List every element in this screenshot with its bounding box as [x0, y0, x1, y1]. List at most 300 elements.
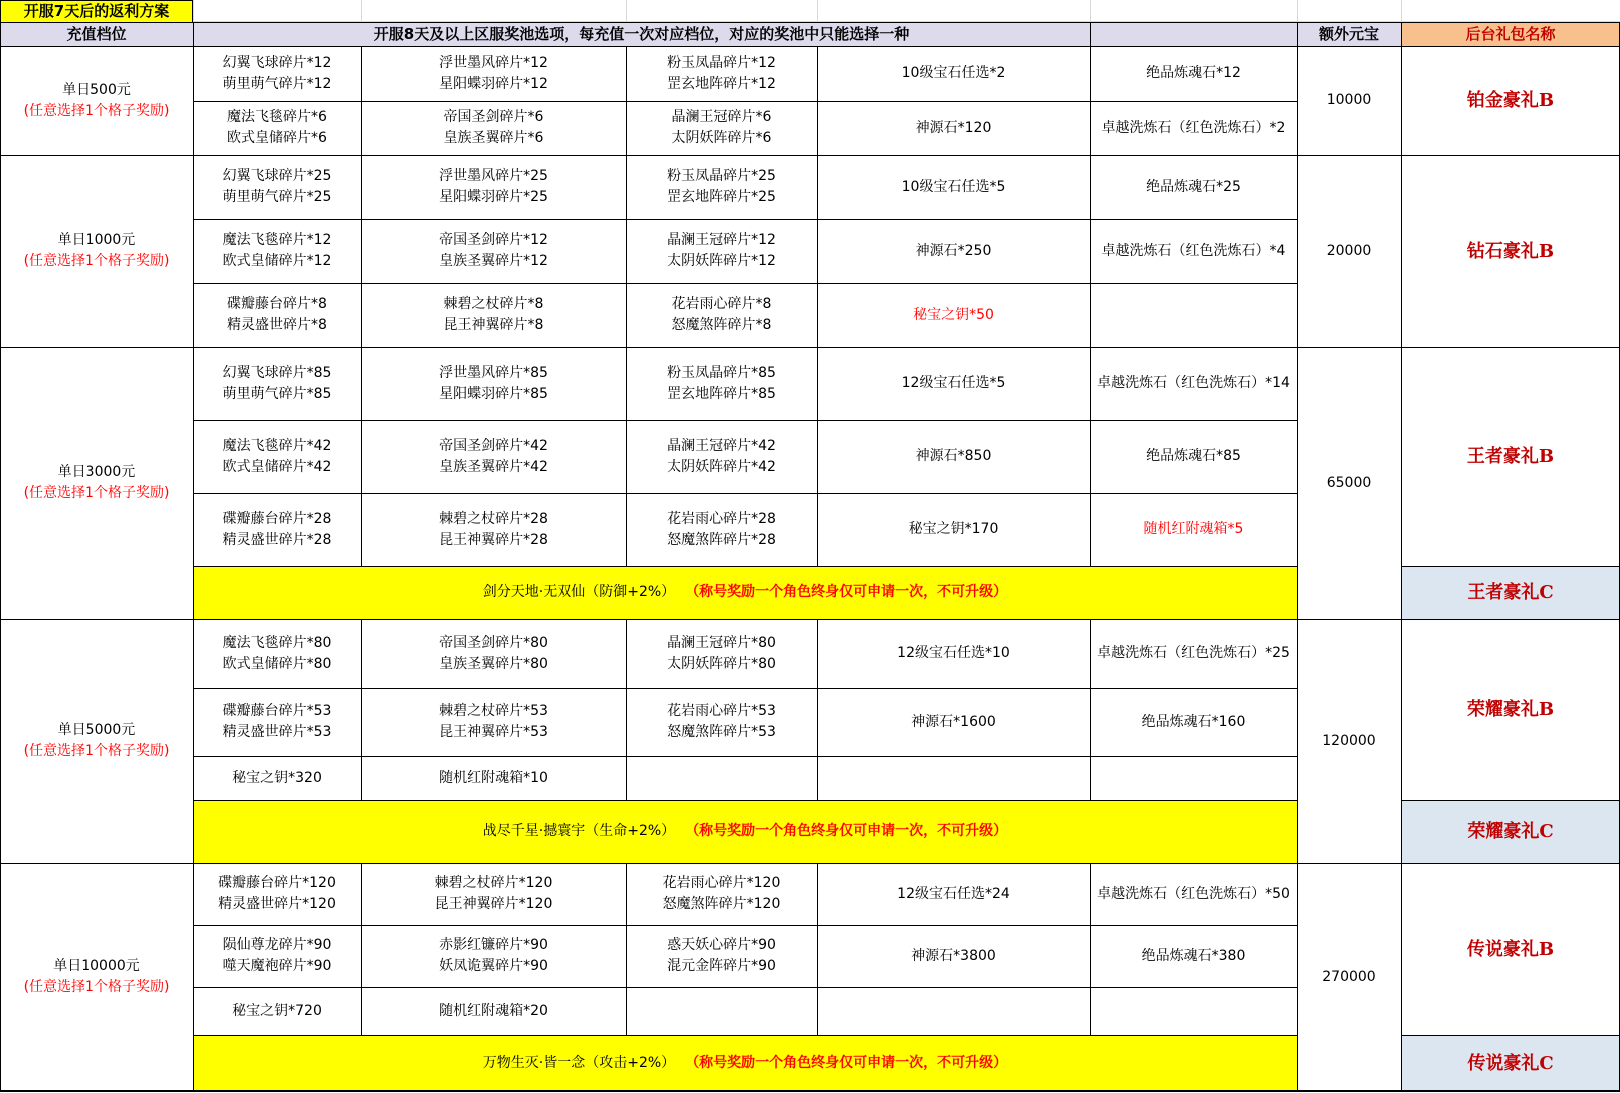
tier-label — [0, 155, 193, 347]
reward-cell — [1090, 493, 1297, 566]
reward-cell — [193, 155, 361, 219]
reward-text: 粉玉凤晶碎片*25 — [667, 168, 776, 184]
reward-text: 惑天妖心碎片*90 — [667, 937, 776, 953]
reward-cell — [193, 101, 361, 155]
grid-line — [626, 46, 627, 155]
reward-text: 罡玄地阵碎片*25 — [667, 189, 776, 205]
grid-line — [1401, 347, 1402, 619]
reward-text: 随机红附魂箱*20 — [439, 1002, 548, 1019]
reward-text: 怒魔煞阵碎片*28 — [667, 531, 776, 548]
gift-name-b-text: 荣耀豪礼B — [1466, 699, 1555, 720]
tier-amount: 单日3000元 — [57, 464, 136, 480]
reward-text: 昆王神翼碎片*120 — [434, 896, 553, 912]
reward-text: 绝品炼魂石*85 — [1146, 448, 1241, 464]
grid-line — [361, 46, 362, 155]
tier-label — [0, 863, 193, 1091]
grid-line — [1090, 46, 1091, 155]
reward-text: 神源石*3800 — [911, 947, 996, 964]
reward-text: 浮世墨风碎片*85 — [439, 364, 548, 381]
reward-text: 绝品炼魂石*380 — [1141, 947, 1246, 964]
reward-text: 棘碧之杖碎片*28 — [439, 510, 548, 527]
reward-cell — [193, 863, 361, 925]
grid-line — [626, 619, 627, 800]
title-reward-note: （称号奖励一个角色终身仅可申请一次，不可升级） — [685, 1054, 1008, 1071]
grid-line — [193, 219, 1297, 220]
reward-cell — [626, 101, 817, 155]
reward-cell — [817, 101, 1090, 155]
reward-cell — [193, 283, 361, 347]
reward-text: 帝国圣剑碎片*42 — [439, 437, 548, 454]
grid-line — [1401, 863, 1402, 1091]
reward-text: 神源石*1600 — [911, 713, 996, 730]
grid-line — [193, 155, 1297, 156]
reward-cell — [361, 219, 626, 283]
grid-line — [1401, 1035, 1620, 1036]
reward-cell — [361, 420, 626, 493]
reward-cell — [626, 219, 817, 283]
reward-text: 魔法飞毯碎片*42 — [222, 437, 332, 454]
header-extra — [1297, 22, 1401, 46]
reward-text: 皇族圣翼碎片*12 — [439, 253, 548, 269]
grid-line — [817, 619, 818, 800]
reward-text: 太阴妖阵碎片*42 — [667, 458, 776, 475]
gift-name-c — [1401, 566, 1620, 619]
reward-cell — [1090, 155, 1297, 219]
grid-line — [193, 46, 194, 155]
title-reward-text: 万物生灭·皆一念（攻击+2%） — [482, 1054, 676, 1071]
grid-line — [193, 101, 1297, 102]
reward-cell — [817, 347, 1090, 420]
extra-gold — [1297, 619, 1401, 863]
gift-name-c-text: 传说豪礼C — [1467, 1052, 1554, 1074]
tier-amount: 单日500元 — [62, 81, 131, 98]
header-pool — [193, 22, 1090, 46]
grid-line — [1090, 22, 1091, 46]
reward-text: 帝国圣剑碎片*6 — [443, 109, 544, 125]
reward-cell — [1090, 219, 1297, 283]
grid-line — [193, 347, 194, 619]
grid-line — [626, 155, 627, 347]
extra-gold-value: 20000 — [1326, 242, 1372, 259]
reward-text: 怒魔煞阵碎片*8 — [671, 317, 772, 333]
reward-text: 太阴妖阵碎片*80 — [667, 655, 776, 672]
extra-gold — [1297, 347, 1401, 619]
reward-text: 太阴妖阵碎片*12 — [667, 253, 776, 269]
reward-text: 随机红附魂箱*5 — [1143, 521, 1244, 537]
title-reward-band — [193, 566, 1297, 619]
reward-cell — [817, 619, 1090, 688]
grid-line — [1401, 46, 1402, 155]
reward-text: 昆王神翼碎片*28 — [439, 531, 548, 548]
reward-text: 碟瓣藤台碎片*120 — [218, 875, 336, 891]
extra-gold — [1297, 863, 1401, 1091]
reward-text: 昆王神翼碎片*53 — [439, 724, 548, 740]
gift-name-c-text: 王者豪礼C — [1467, 582, 1554, 603]
grid-line — [1401, 155, 1402, 347]
reward-text: 随机红附魂箱*10 — [439, 769, 548, 786]
grid-line — [1401, 800, 1620, 801]
gift-name-c-text: 荣耀豪礼C — [1467, 821, 1554, 842]
extra-gold — [1297, 46, 1401, 155]
reward-text: 花岩雨心碎片*28 — [667, 510, 776, 527]
reward-text: 秘宝之钥*170 — [908, 521, 999, 537]
reward-text: 皇族圣翼碎片*42 — [439, 458, 548, 475]
reward-text: 绝品炼魂石*12 — [1146, 65, 1241, 81]
reward-text: 魔法飞毯碎片*12 — [222, 232, 332, 248]
reward-text: 精灵盛世碎片*120 — [218, 896, 336, 912]
reward-cell — [626, 688, 817, 756]
reward-cell — [817, 863, 1090, 925]
reward-cell — [626, 155, 817, 219]
title-reward-note: （称号奖励一个角色终身仅可申请一次，不可升级） — [685, 823, 1008, 839]
grid-line — [1401, 619, 1402, 863]
reward-text: 粉玉凤晶碎片*85 — [667, 364, 776, 381]
reward-cell — [361, 155, 626, 219]
grid-line — [193, 619, 194, 863]
reward-cell — [361, 283, 626, 347]
grid-line — [193, 863, 194, 1091]
reward-text: 罡玄地阵碎片*12 — [667, 75, 776, 92]
grid-line — [0, 0, 193, 1]
tier-amount: 单日1000元 — [57, 232, 136, 248]
reward-cell — [817, 756, 1090, 800]
reward-cell — [817, 493, 1090, 566]
grid-line — [817, 46, 818, 155]
header-tier — [0, 22, 193, 46]
reward-text: 幻翼飞球碎片*85 — [222, 364, 332, 381]
gift-name-b-text: 传说豪礼B — [1466, 938, 1555, 960]
reward-text: 粉玉凤晶碎片*12 — [667, 54, 776, 71]
reward-cell — [361, 987, 626, 1035]
cell-text: 开服8天及以上区服奖池选项，每充值一次对应档位，对应的奖池中只能选择一种 — [373, 24, 910, 43]
reward-cell — [193, 987, 361, 1035]
tier-note: (任意选择1个格子奖励) — [23, 485, 170, 501]
reward-cell — [361, 46, 626, 101]
reward-text: 精灵盛世碎片*53 — [222, 724, 332, 740]
reward-cell — [626, 987, 817, 1035]
grid-line — [193, 688, 1297, 689]
reward-text: 萌里萌气碎片*85 — [222, 385, 332, 402]
title-reward-note: （称号奖励一个角色终身仅可申请一次，不可升级） — [685, 584, 1008, 600]
reward-text: 精灵盛世碎片*8 — [227, 317, 327, 333]
grid-line — [817, 863, 818, 1035]
grid-line — [1090, 619, 1091, 800]
reward-text: 卓越洗炼石（红色洗炼石）*4 — [1101, 242, 1286, 259]
title-reward-text: 剑分天地·无双仙（防御+2%） — [482, 584, 676, 600]
reward-text: 花岩雨心碎片*120 — [662, 875, 781, 891]
gift-name-c — [1401, 1035, 1620, 1091]
reward-cell — [361, 863, 626, 925]
reward-cell — [361, 619, 626, 688]
reward-text: 碟瓣藤台碎片*28 — [222, 510, 332, 527]
reward-text: 秘宝之钥*720 — [232, 1002, 322, 1019]
reward-text: 神源石*120 — [915, 119, 992, 136]
grid-line — [361, 155, 362, 347]
grid-line — [0, 22, 1620, 23]
extra-gold-value: 120000 — [1322, 732, 1376, 749]
reward-text: 12级宝石任选*5 — [901, 375, 1006, 391]
reward-text: 皇族圣翼碎片*80 — [439, 655, 548, 672]
reward-text: 晶澜王冠碎片*6 — [671, 109, 772, 125]
gift-name-b — [1401, 155, 1620, 347]
reward-cell — [1090, 987, 1297, 1035]
grid-line — [192, 0, 193, 22]
tier-label — [0, 619, 193, 863]
extra-gold-value: 270000 — [1322, 968, 1376, 985]
grid-line — [0, 863, 1620, 864]
grid-line — [193, 347, 1297, 348]
reward-cell — [817, 155, 1090, 219]
gift-name-b-text: 钻石豪礼B — [1466, 240, 1555, 262]
reward-text: 花岩雨心碎片*53 — [667, 703, 776, 719]
reward-text: 棘碧之杖碎片*120 — [434, 875, 553, 891]
reward-cell — [817, 219, 1090, 283]
reward-text: 太阴妖阵碎片*6 — [671, 130, 772, 146]
reward-cell — [1090, 756, 1297, 800]
grid-line — [1090, 347, 1091, 566]
reward-cell — [1090, 283, 1297, 347]
grid-line — [193, 987, 1297, 988]
reward-cell — [626, 619, 817, 688]
grid-line — [193, 420, 1297, 421]
reward-text: 卓越洗炼石（红色洗炼石）*2 — [1101, 119, 1286, 136]
reward-cell — [361, 493, 626, 566]
extra-gold-value: 10000 — [1326, 92, 1372, 108]
extra-gold-value: 65000 — [1326, 474, 1372, 491]
reward-cell — [1090, 925, 1297, 987]
reward-text: 帝国圣剑碎片*12 — [439, 232, 548, 248]
reward-cell — [817, 283, 1090, 347]
reward-cell — [361, 347, 626, 420]
reward-text: 萌里萌气碎片*12 — [222, 75, 332, 92]
reward-text: 罡玄地阵碎片*85 — [667, 385, 776, 402]
grid-line — [361, 863, 362, 1035]
reward-text: 12级宝石任选*10 — [897, 645, 1010, 661]
reward-cell — [1090, 863, 1297, 925]
reward-cell — [626, 347, 817, 420]
reward-text: 秘宝之钥*50 — [913, 306, 994, 323]
grid-line — [193, 800, 1297, 801]
grid-line — [817, 0, 818, 22]
reward-text: 帝国圣剑碎片*80 — [439, 634, 548, 651]
reward-cell — [817, 420, 1090, 493]
reward-text: 碟瓣藤台碎片*53 — [222, 703, 332, 719]
grid-line — [193, 155, 194, 347]
cell-text: 后台礼包名称 — [1465, 24, 1556, 43]
reward-text: 星阳蝶羽碎片*25 — [439, 189, 548, 205]
grid-line — [626, 0, 627, 22]
reward-text: 卓越洗炼石（红色洗炼石）*14 — [1097, 375, 1290, 391]
reward-cell — [1090, 101, 1297, 155]
grid-line — [1401, 566, 1620, 567]
gift-name-b — [1401, 619, 1620, 800]
grid-line — [817, 347, 818, 566]
gift-name-c — [1401, 800, 1620, 863]
header-blank — [1090, 22, 1297, 46]
grid-line — [193, 566, 1297, 567]
reward-cell — [361, 101, 626, 155]
grid-line — [1297, 619, 1298, 863]
reward-cell — [817, 46, 1090, 101]
extra-gold — [1297, 155, 1401, 347]
reward-text: 12级宝石任选*24 — [897, 885, 1010, 902]
reward-text: 棘碧之杖碎片*8 — [443, 296, 544, 312]
reward-cell — [817, 987, 1090, 1035]
gift-name-b — [1401, 347, 1620, 566]
reward-cell — [817, 688, 1090, 756]
grid-line — [1090, 155, 1091, 347]
reward-cell — [626, 493, 817, 566]
reward-text: 花岩雨心碎片*8 — [671, 296, 772, 312]
grid-line — [1297, 863, 1298, 1091]
tier-note: (任意选择1个格子奖励) — [23, 102, 170, 119]
sheet-title-text: 开服7天后的返利方案 — [23, 1, 170, 20]
grid-line — [1297, 22, 1298, 46]
reward-text: 欧式皇储碎片*80 — [222, 655, 332, 672]
tier-note: (任意选择1个格子奖励) — [23, 979, 170, 995]
reward-text: 魔法飞毯碎片*80 — [222, 634, 332, 651]
reward-cell — [193, 219, 361, 283]
reward-text: 晶澜王冠碎片*80 — [667, 634, 776, 651]
reward-text: 陨仙尊龙碎片*90 — [222, 937, 332, 953]
grid-line — [0, 0, 1, 1091]
reward-text: 晶澜王冠碎片*12 — [667, 232, 776, 248]
reward-text: 怒魔煞阵碎片*120 — [662, 896, 781, 912]
reward-cell — [626, 925, 817, 987]
reward-text: 妖凤诡翼碎片*90 — [439, 958, 548, 974]
reward-text: 10级宝石任选*5 — [901, 178, 1006, 195]
reward-text: 浮世墨风碎片*25 — [439, 168, 548, 184]
reward-text: 赤影红镰碎片*90 — [439, 937, 548, 953]
reward-text: 绝品炼魂石*25 — [1146, 178, 1241, 195]
reward-cell — [1090, 619, 1297, 688]
grid-line — [1401, 0, 1402, 22]
grid-line — [1297, 155, 1298, 347]
tier-amount: 单日10000元 — [53, 958, 140, 974]
reward-text: 棘碧之杖碎片*53 — [439, 703, 548, 719]
title-reward-band — [193, 1035, 1297, 1091]
gift-name-b-text: 铂金豪礼B — [1466, 90, 1555, 111]
reward-text: 昆王神翼碎片*8 — [443, 317, 544, 333]
reward-cell — [193, 46, 361, 101]
grid-line — [193, 22, 194, 46]
cell-text: 额外元宝 — [1318, 24, 1379, 43]
reward-cell — [361, 925, 626, 987]
reward-cell — [193, 756, 361, 800]
reward-text: 萌里萌气碎片*25 — [222, 189, 332, 205]
reward-cell — [626, 283, 817, 347]
grid-line — [361, 619, 362, 800]
grid-line — [1090, 863, 1091, 1035]
reward-cell — [361, 756, 626, 800]
reward-cell — [626, 756, 817, 800]
reward-cell — [193, 347, 361, 420]
title-reward-band — [193, 800, 1297, 863]
reward-text: 噬天魔袍碎片*90 — [222, 958, 332, 974]
reward-text: 精灵盛世碎片*28 — [222, 531, 332, 548]
reward-cell — [193, 420, 361, 493]
reward-text: 魔法飞毯碎片*6 — [227, 109, 327, 125]
reward-text: 幻翼飞球碎片*25 — [222, 168, 332, 184]
gift-name-b — [1401, 46, 1620, 155]
grid-line — [1401, 22, 1402, 46]
reward-text: 怒魔煞阵碎片*53 — [667, 724, 776, 740]
reward-text: 混元金阵碎片*90 — [667, 958, 776, 974]
reward-cell — [193, 619, 361, 688]
reward-cell — [626, 420, 817, 493]
grid-line — [193, 283, 1297, 284]
reward-text: 绝品炼魂石*160 — [1141, 713, 1246, 730]
reward-text: 星阳蝶羽碎片*85 — [439, 385, 548, 402]
reward-text: 欧式皇储碎片*12 — [222, 253, 332, 269]
reward-cell — [1090, 420, 1297, 493]
reward-cell — [361, 688, 626, 756]
grid-line — [1297, 347, 1298, 619]
reward-text: 秘宝之钥*320 — [232, 769, 322, 786]
reward-text: 晶澜王冠碎片*42 — [667, 437, 776, 454]
gift-name-b-text: 王者豪礼B — [1466, 446, 1555, 467]
reward-text: 神源石*850 — [915, 448, 992, 464]
tier-label — [0, 46, 193, 155]
title-reward-text: 战尽千星·撼寰宇（生命+2%） — [482, 823, 676, 839]
reward-cell — [1090, 46, 1297, 101]
grid-line — [193, 1035, 1297, 1036]
reward-text: 卓越洗炼石（红色洗炼石）*25 — [1097, 645, 1290, 661]
tier-note: (任意选择1个格子奖励) — [23, 743, 170, 759]
grid-line — [1297, 0, 1298, 22]
reward-text: 皇族圣翼碎片*6 — [443, 130, 544, 146]
grid-line — [361, 0, 362, 22]
reward-cell — [193, 493, 361, 566]
grid-line — [193, 925, 1297, 926]
reward-cell — [193, 925, 361, 987]
reward-cell — [1090, 688, 1297, 756]
reward-text: 卓越洗炼石（红色洗炼石）*50 — [1097, 885, 1290, 902]
reward-cell — [626, 863, 817, 925]
tier-label — [0, 347, 193, 619]
grid-line — [817, 155, 818, 347]
cell-text: 充值档位 — [66, 24, 127, 43]
reward-text: 欧式皇储碎片*42 — [222, 458, 332, 475]
grid-line — [1297, 46, 1298, 155]
grid-line — [626, 863, 627, 1035]
grid-line — [0, 1091, 1620, 1092]
reward-text: 幻翼飞球碎片*12 — [222, 54, 332, 71]
reward-text: 星阳蝶羽碎片*12 — [439, 75, 548, 92]
reward-text: 碟瓣藤台碎片*8 — [227, 296, 327, 312]
gift-name-b — [1401, 863, 1620, 1035]
reward-cell — [193, 688, 361, 756]
tier-note: (任意选择1个格子奖励) — [23, 253, 170, 269]
header-gift-name — [1401, 22, 1620, 46]
reward-text: 浮世墨风碎片*12 — [439, 54, 548, 71]
tier-amount: 单日5000元 — [57, 722, 136, 738]
reward-cell — [817, 925, 1090, 987]
reward-text: 欧式皇储碎片*6 — [227, 130, 327, 146]
reward-text: 神源石*250 — [915, 242, 992, 259]
grid-line — [193, 0, 194, 22]
grid-line — [0, 619, 1620, 620]
reward-cell — [626, 46, 817, 101]
reward-text: 10级宝石任选*2 — [901, 65, 1006, 81]
grid-line — [626, 347, 627, 566]
grid-line — [0, 46, 1620, 47]
grid-line — [193, 493, 1297, 494]
reward-cell — [1090, 347, 1297, 420]
grid-line — [361, 347, 362, 566]
grid-line — [1090, 0, 1091, 22]
grid-line — [193, 756, 1297, 757]
